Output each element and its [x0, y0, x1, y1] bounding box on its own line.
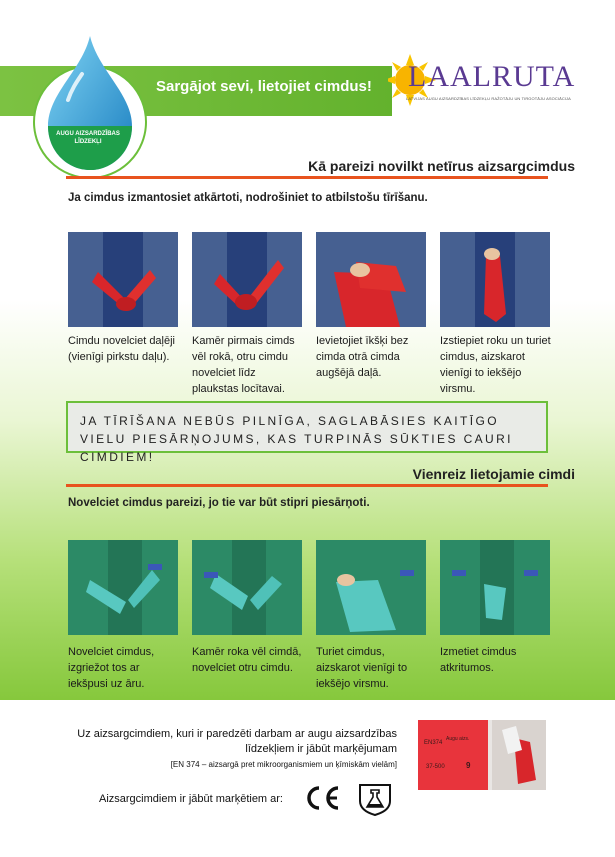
badge-label: AUGU AIZSARDZĪBAS LĪDZEKĻI — [56, 131, 120, 145]
section2-rule — [66, 484, 548, 487]
teal-glove-photo — [68, 540, 178, 635]
step2-caption: Kamēr pirmais cimds vēl rokā, otru cimdu novelciet līdz plaukstas locītavai. — [192, 335, 295, 395]
warning-box: JA TĪRĪŠANA NEBŪS PILNĪGA, SAGLABĀSIES KAITĪGO VIELU PIESĀRŅOJUMS, KAS TURPINĀS SŪKTIES CAURI CIMDIEM! — [66, 401, 548, 453]
step3-photo — [316, 232, 426, 327]
section2-intro: Novelciet cimdus pareizi, jo tie var būt stipri piesārņoti. — [68, 497, 370, 509]
disposable-step1-photo — [68, 540, 178, 635]
red-glove-photo — [440, 232, 550, 327]
step2-photo — [192, 232, 302, 327]
red-glove-photo — [68, 232, 178, 327]
section1-intro: Ja cimdus izmantosiet atkārtoti, nodrošiniet to atbilstošu tīrīšanu. — [68, 192, 428, 204]
marks-label: Aizsargcimdiem ir jābūt marķētiem ar: — [99, 793, 283, 805]
requirements-text-line2: līdzekļiem ir jābūt marķējumam — [245, 743, 397, 755]
glove-label-text-3: 37-500 — [426, 764, 445, 770]
disposable-step2-photo — [192, 540, 302, 635]
disposable-step3-photo — [316, 540, 426, 635]
teal-glove-photo — [440, 540, 550, 635]
glove-label-text: EN374 — [424, 740, 443, 746]
water-drop-icon — [28, 30, 158, 180]
step1-photo — [68, 232, 178, 327]
disposable-step1-caption: Novelciet cimdus, izgriežot tos ar iekšpusi uz āru. — [68, 646, 155, 690]
red-glove-photo — [316, 232, 426, 327]
requirements-standard: [EN 374 – aizsargā pret mikroorganismiem un ķīmiskām vielām] — [170, 760, 397, 769]
disposable-step2-caption: Kamēr roka vēl cimdā, novelciet otru cimdu. — [192, 646, 302, 674]
red-glove-photo — [192, 232, 302, 327]
glove-label-text-2: Augu aizs. — [446, 736, 470, 742]
disposable-step4-photo — [440, 540, 550, 635]
marked-glove-photo — [418, 720, 546, 790]
glove-size: 9 — [466, 761, 471, 770]
step4-caption: Izstiepiet roku un turiet cimdus, aizskarot vienīgi to iekšējo virsmu. — [440, 335, 551, 395]
logo-subtitle: LATVIJAS AUGU AIZSARDZĪBAS LĪDZEKĻU RAŽOTĀJU UN TIRGOTĀJU ASOCIĀCIJA — [406, 96, 571, 101]
teal-glove-photo — [316, 540, 426, 635]
disposable-step4-caption: Izmetiet cimdus atkritumos. — [440, 646, 517, 674]
requirements-text-line1: Uz aizsargcimdiem, kuri ir paredzēti darbam ar augu aizsardzības — [77, 728, 397, 740]
chemical-protection-icon — [356, 779, 394, 817]
section1-rule — [66, 176, 548, 179]
teal-glove-photo — [192, 540, 302, 635]
section1-title: Kā pareizi novilkt netīrus aizsargcimdus — [308, 158, 575, 174]
disposable-step3-caption: Turiet cimdus, aizskarot vienīgi to iekšējo virsmu. — [316, 646, 408, 690]
ce-mark-icon — [302, 783, 342, 813]
section2-title: Vienreiz lietojamie cimdi — [412, 466, 575, 482]
step4-photo — [440, 232, 550, 327]
step1-caption: Cimdu novelciet daļēji (vienīgi pirkstu daļu). — [68, 335, 175, 363]
step3-caption: Ievietojiet īkšķi bez cimda otrā cimda augšējā daļā. — [316, 335, 409, 379]
red-glove-label-photo — [418, 720, 546, 790]
logo-wordmark: LAALRUTA — [408, 60, 576, 93]
banner-slogan: Sargājot sevi, lietojiet cimdus! — [156, 78, 372, 95]
water-drop-badge — [28, 30, 158, 180]
